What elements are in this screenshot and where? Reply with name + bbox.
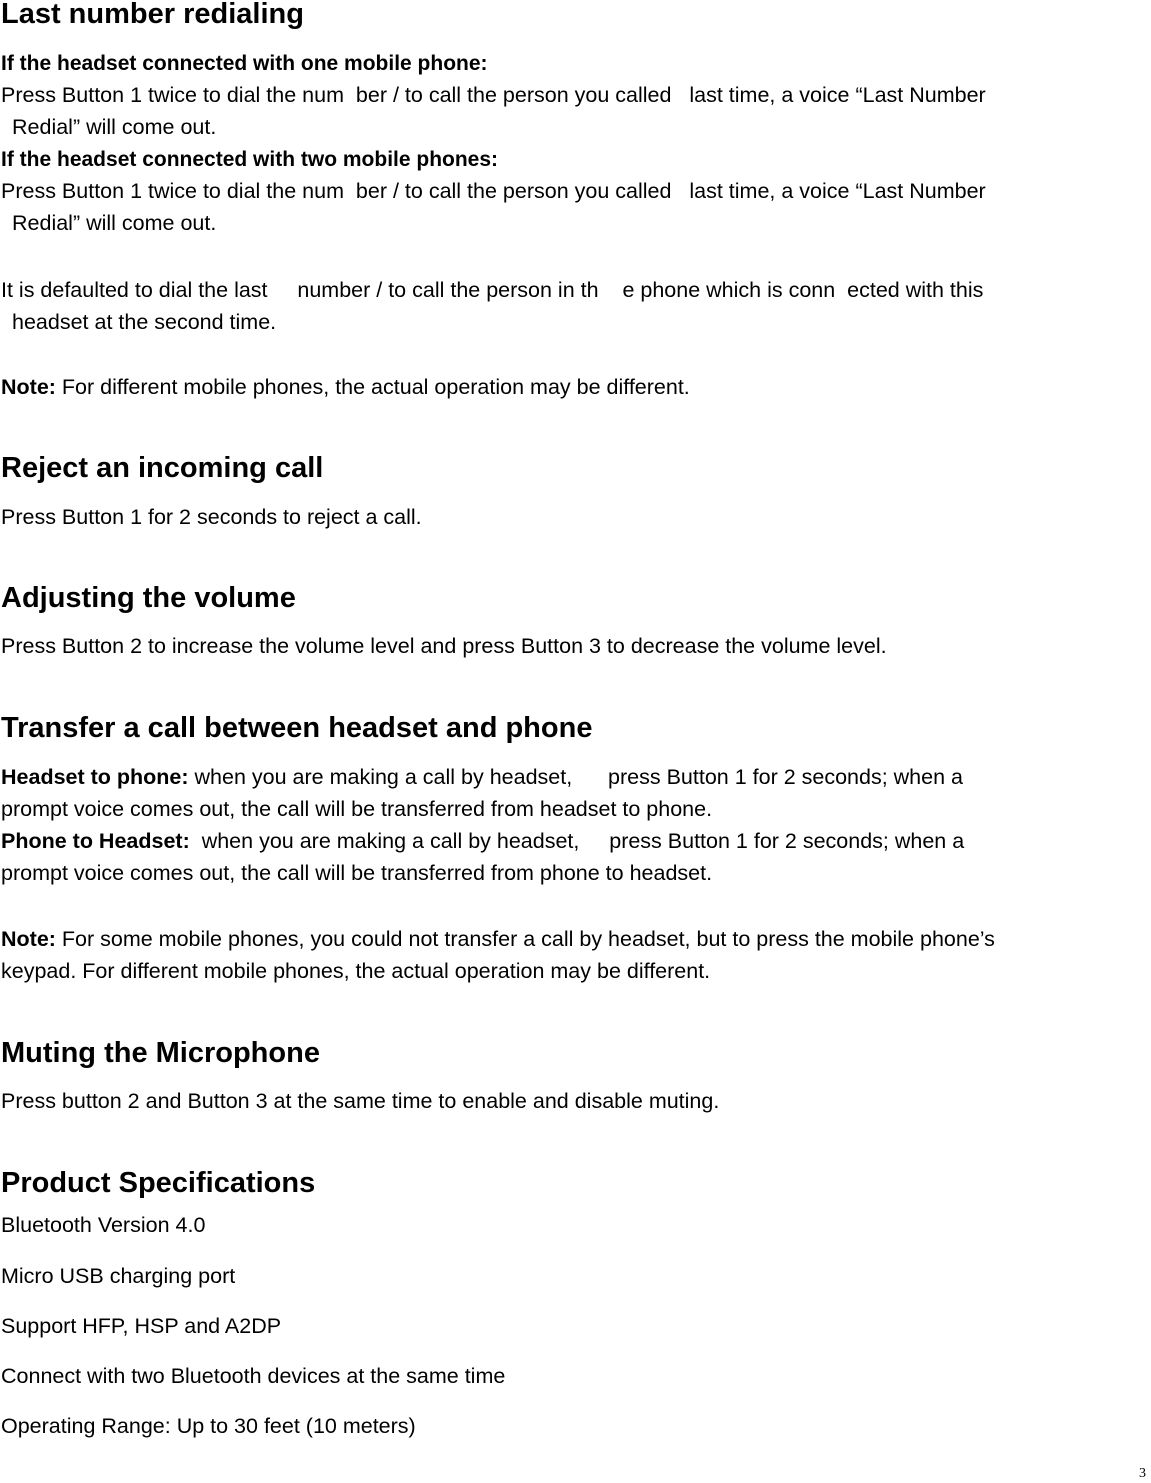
- heading-last-number-redialing: Last number redialing: [1, 0, 304, 30]
- headset-to-phone-line1: [1, 767, 963, 789]
- heading-product-specifications: Product Specifications: [1, 1167, 316, 1199]
- mute-text: Press button 2 and Button 3 at the same time to enable and disable muting.: [1, 1089, 720, 1113]
- one-phone-text-line1: Press Button 1 twice to dial the num ber / to call the person you called last time, a voice “Last Number: [1, 83, 986, 107]
- spec-item: Operating Range: Up to 30 feet (10 meters): [1, 1414, 416, 1438]
- page-number: 3: [1139, 1466, 1146, 1481]
- one-phone-text-line2: Redial” will come out.: [12, 115, 217, 139]
- note-text: For different mobile phones, the actual operation may be different.: [55, 375, 690, 399]
- default-text-line1: It is defaulted to dial the last number / to call the person in th e phone which is conn ected with this: [1, 278, 984, 302]
- spec-item: Support HFP, HSP and A2DP: [1, 1314, 282, 1338]
- note-text: For some mobile phones, you could not transfer a call by headset, but to press the mobile phone’s: [55, 927, 995, 951]
- phone-to-headset-line2: prompt voice comes out, the call will be transferred from phone to headset.: [1, 861, 713, 885]
- subheading-one-phone: If the headset connected with one mobile phone:: [1, 52, 488, 75]
- two-phones-text-line2: Redial” will come out.: [12, 211, 217, 235]
- two-phones-text-line1: Press Button 1 twice to dial the num ber / to call the person you called last time, a voice “Last Number: [1, 179, 986, 203]
- reject-text: Press Button 1 for 2 seconds to reject a call.: [1, 505, 422, 529]
- heading-muting-microphone: Muting the Microphone: [1, 1037, 320, 1069]
- note-label: Note:: [1, 375, 56, 399]
- heading-reject-call: Reject an incoming call: [1, 452, 324, 484]
- phone-to-headset-line1: [1, 831, 964, 853]
- note-label: Note:: [1, 927, 56, 951]
- transfer-note-line1: [1, 929, 995, 951]
- redial-note: [1, 377, 690, 399]
- transfer-note-line2: keypad. For different mobile phones, the actual operation may be different.: [1, 959, 711, 983]
- volume-text: Press Button 2 to increase the volume level and press Button 3 to decrease the volume level.: [1, 634, 887, 658]
- spec-item: Micro USB charging port: [1, 1264, 236, 1288]
- headset-to-phone-line2: prompt voice comes out, the call will be transferred from headset to phone.: [1, 797, 713, 821]
- subheading-two-phones: If the headset connected with two mobile phones:: [1, 148, 499, 171]
- heading-adjusting-volume: Adjusting the volume: [1, 582, 296, 614]
- spec-item: Bluetooth Version 4.0: [1, 1213, 206, 1237]
- spec-item: Connect with two Bluetooth devices at the same time: [1, 1364, 506, 1388]
- headset-to-phone-label: Headset to phone:: [1, 765, 189, 789]
- phone-to-headset-text: when you are making a call by headset, press Button 1 for 2 seconds; when a: [189, 829, 965, 853]
- headset-to-phone-text: when you are making a call by headset, press Button 1 for 2 seconds; when a: [188, 765, 963, 789]
- heading-transfer-call: Transfer a call between headset and phone: [1, 712, 593, 744]
- phone-to-headset-label: Phone to Headset:: [1, 829, 190, 853]
- default-text-line2: headset at the second time.: [12, 310, 277, 334]
